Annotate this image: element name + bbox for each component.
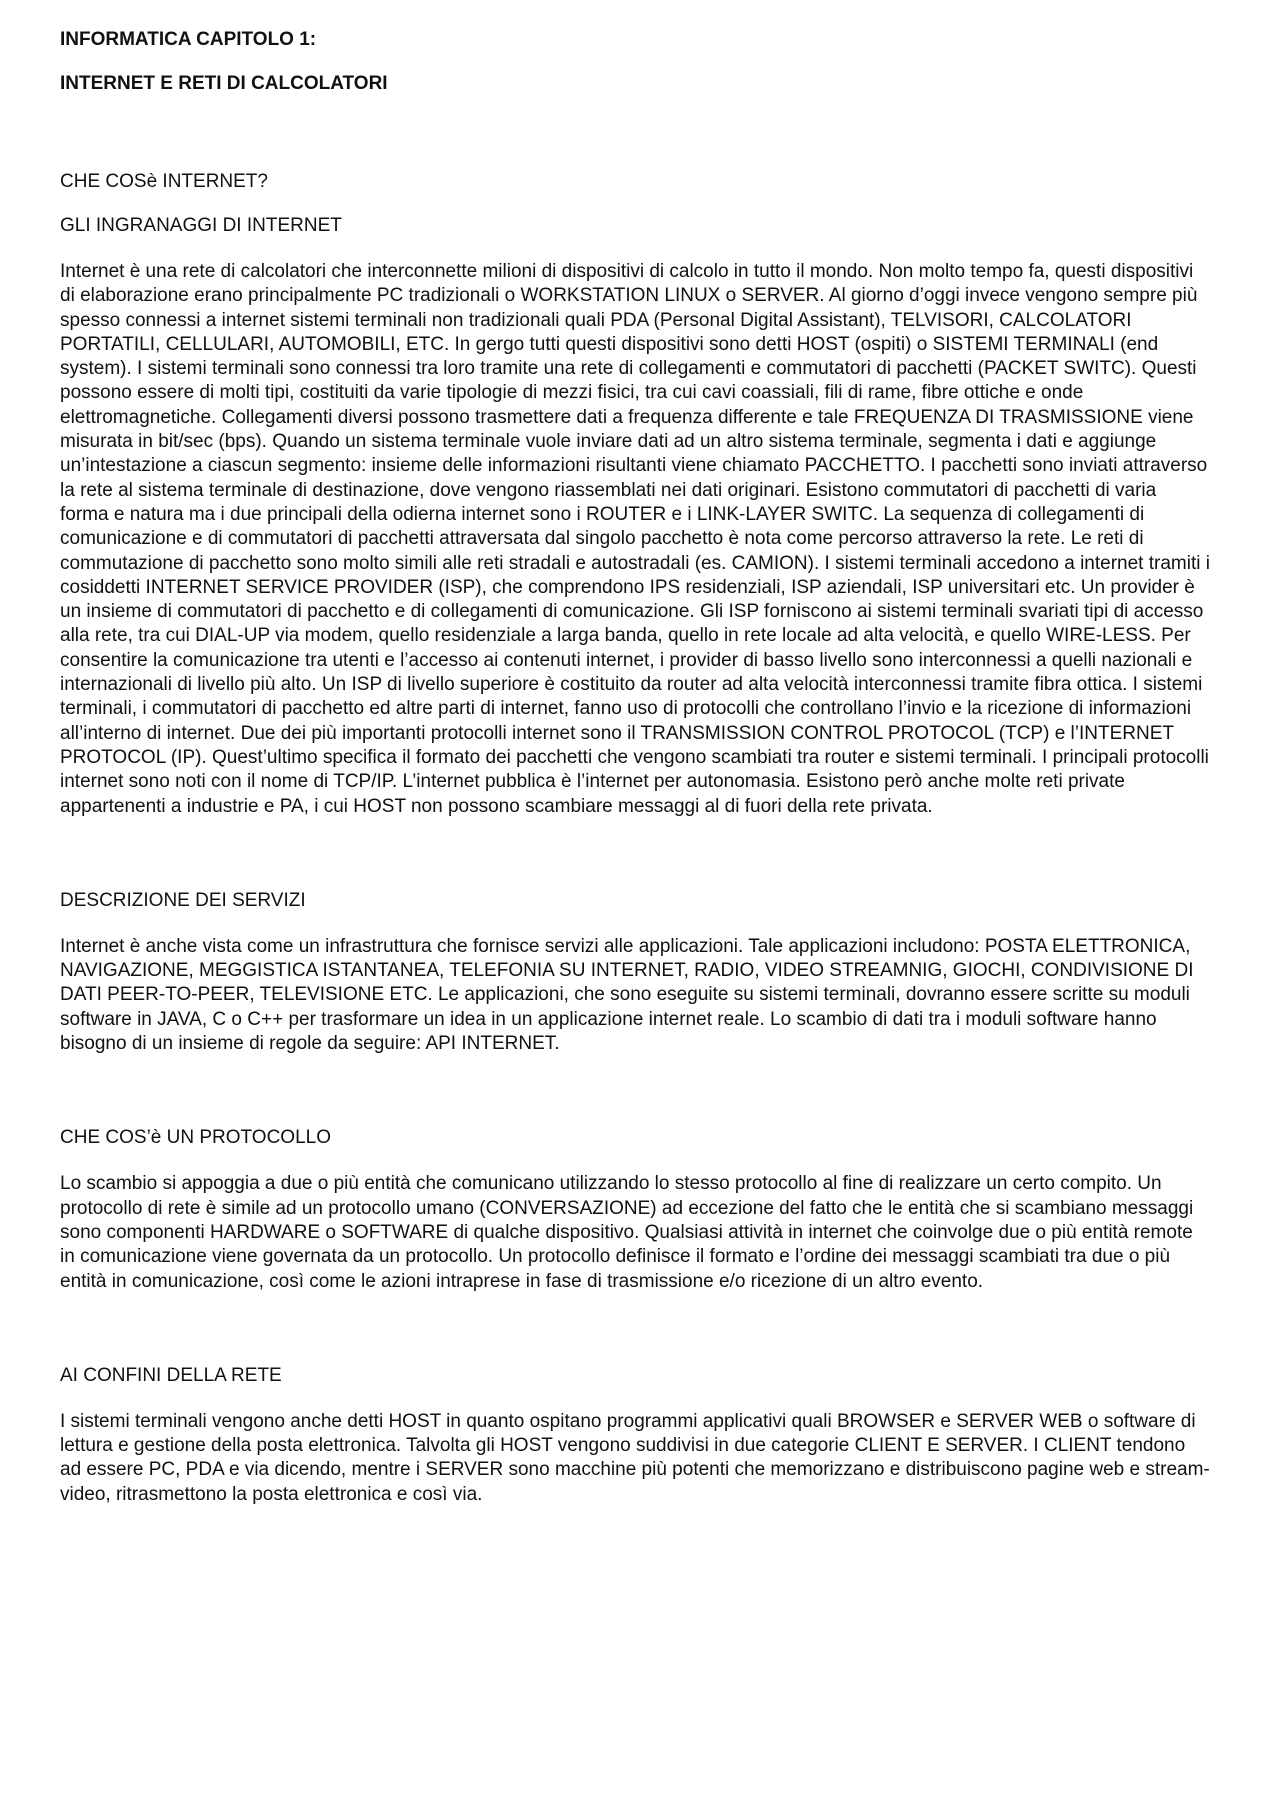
section-body: Internet è una rete di calcolatori che interconnette milioni di dispositivi di calcolo in tutto il mondo. Non molto tempo fa, questi dispositivi di elaborazione erano principalmente PC tradizionali o WORKSTATION LINUX o SERVER. Al giorno d’oggi invece vengono sempre più spesso connessi a internet sistemi terminali non tradizionali quali PDA (Personal Digital Assistant), TELVISORI, CALCOLATORI PORTATILI, CELLULARI, AUTOMOBILI, ETC. In gergo tutti questi dispositivi sono detti HOST (ospiti) o SISTEMI TERMINALI (end system). I sistemi terminali sono connessi tra loro tramite una rete di collegamenti e commutatori di pacchetti (PACKET SWITC). Questi possono essere di molti tipi, costituiti da varie tipologie di mezzi fisici, tra cui cavi coassiali, fili di rame, fibre ottiche e onde elettromagnetiche. Collegamenti diversi possono trasmettere dati a frequenza differente e tale FREQUENZA DI TRASMISSIONE viene misurata in bit/sec (bps). Quando un sistema terminale vuole inviare dati ad un altro sistema terminale, segmenta i dati e aggiunge un’intestazione a ciascun segmento: insieme delle informazioni risultanti viene chiamato PACCHETTO. I pacchetti sono inviati attraverso la rete al sistema terminale di destinazione, dove vengono riassemblati nei dati originari. Esistono commutatori di pacchetti di varia forma e natura ma i due principali della odierna internet sono i ROUTER e i LINK-LAYER SWITC. La sequenza di collegamenti di comunicazione e di commutatori di pacchetti attraversata dal singolo pacchetto è nota come percorso attraverso la rete. Le reti di commutazione di pacchetto sono molto simili alle reti stradali e autostradali (es. CAMION). I sistemi terminali accedono a internet tramiti i cosiddetti INTERNET SERVICE PROVIDER (ISP), che comprendono IPS residenziali, ISP aziendali, ISP universitari etc. Un provider è un insieme di commutatori di pacchetto e di collegamenti di comunicazione. Gli ISP forniscono ai sistemi terminali svariati tipi di accesso alla rete, tra cui DIAL-UP via modem, quello residenziale a larga banda, quello in rete locale ad alta velocità, e quello WIRE-LESS. Per consentire la comunicazione tra utenti e l’accesso ai contenuti internet, i provider di basso livello sono interconnessi a quelli nazionali e internazionali di livello più alto. Un ISP di livello superiore è costituito da router ad alta velocità interconnessi tramite fibra ottica. I sistemi terminali, i commutatori di pacchetto ed altre parti di internet, fanno uso di protocolli che controllano l’invio e la ricezione di informazioni all’interno di internet. Due dei più importanti protocolli internet sono il TRANSMISSION CONTROL PROTOCOL (TCP) e l’INTERNET PROTOCOL (IP). Quest’ultimo specifica il formato dei pacchetti che vengono scambiati tra router e sistemi terminali. I principali protocolli internet sono noti con il nome di TCP/IP. L’internet pubblica è l’internet per autonomasia. Esistono però anche molte reti private appartenenti a industrie e PA, i cui HOST non possono scambiare messaggi al di fuori della rete privata. [60,261,1210,817]
section-heading: DESCRIZIONE DEI SERVIZI [60,889,306,911]
section-descrizione-servizi [60,889,1210,1056]
section-subheading: GLI INGRANAGGI DI INTERNET [60,215,342,236]
section-body: Lo scambio si appoggia a due o più entità che comunicano utilizzando lo stesso protocollo al fine di realizzare un certo compito. Un protocollo di rete è simile ad un protocollo umano (CONVERSAZIONE) ad eccezione del fatto che le entità che si scambiano messaggi sono componenti HARDWARE o SOFTWARE di qualche dispositivo. Qualsiasi attività in internet che coinvolge due o più entità remote in comunicazione viene governata da un protocollo. Un protocollo definisce il formato e l’ordine dei messaggi scambiati tra due o più entità in comunicazione, così come le azioni intraprese in fase di trasmissione e/o ricezione di un altro evento. [60,1173,1194,1292]
section-che-cose-internet [60,170,1210,819]
document-title: INFORMATICA CAPITOLO 1: [60,29,317,50]
section-body: Internet è anche vista come un infrastruttura che fornisce servizi alle applicazioni. Tale applicazioni includono: POSTA ELETTRONICA, NAVIGAZIONE, MEGGISTICA ISTANTANEA, TELEFONIA SU INTERNET, RADIO, VIDEO STREAMNIG, GIOCHI, CONDIVISIONE DI DATI PEER-TO-PEER, TELEVISIONE ETC. Le applicazioni, che sono eseguite su sistemi terminali, dovranno essere scritte su moduli software in JAVA, C o C++ per trasformare un idea in un applicazione internet reale. Lo scambio di dati tra i moduli software hanno bisogno di un insieme di regole da seguire: API INTERNET. [60,935,1194,1055]
section-heading: CHE COSè INTERNET? [60,171,268,192]
section-heading: CHE COS’è UN PROTOCOLLO [60,1127,331,1149]
section-confini-rete [60,1364,1210,1507]
section-body: I sistemi terminali vengono anche detti HOST in quanto ospitano programmi applicativi quali BROWSER e SERVER WEB o software di lettura e gestione della posta elettronica. Talvolta gli HOST vengono suddivisi in due categorie CLIENT E SERVER. I CLIENT tendono ad essere PC, PDA e via dicendo, mentre i SERVER sono macchine più potenti che memorizzano e distribuiscono pagine web e stream-video, ritrasmettono la posta elettronica e così via. [60,1410,1210,1505]
section-protocollo [60,1126,1210,1293]
document-page [60,28,1210,1507]
section-heading: AI CONFINI DELLA RETE [60,1364,282,1386]
document-subtitle: INTERNET E RETI DI CALCOLATORI [60,73,388,94]
